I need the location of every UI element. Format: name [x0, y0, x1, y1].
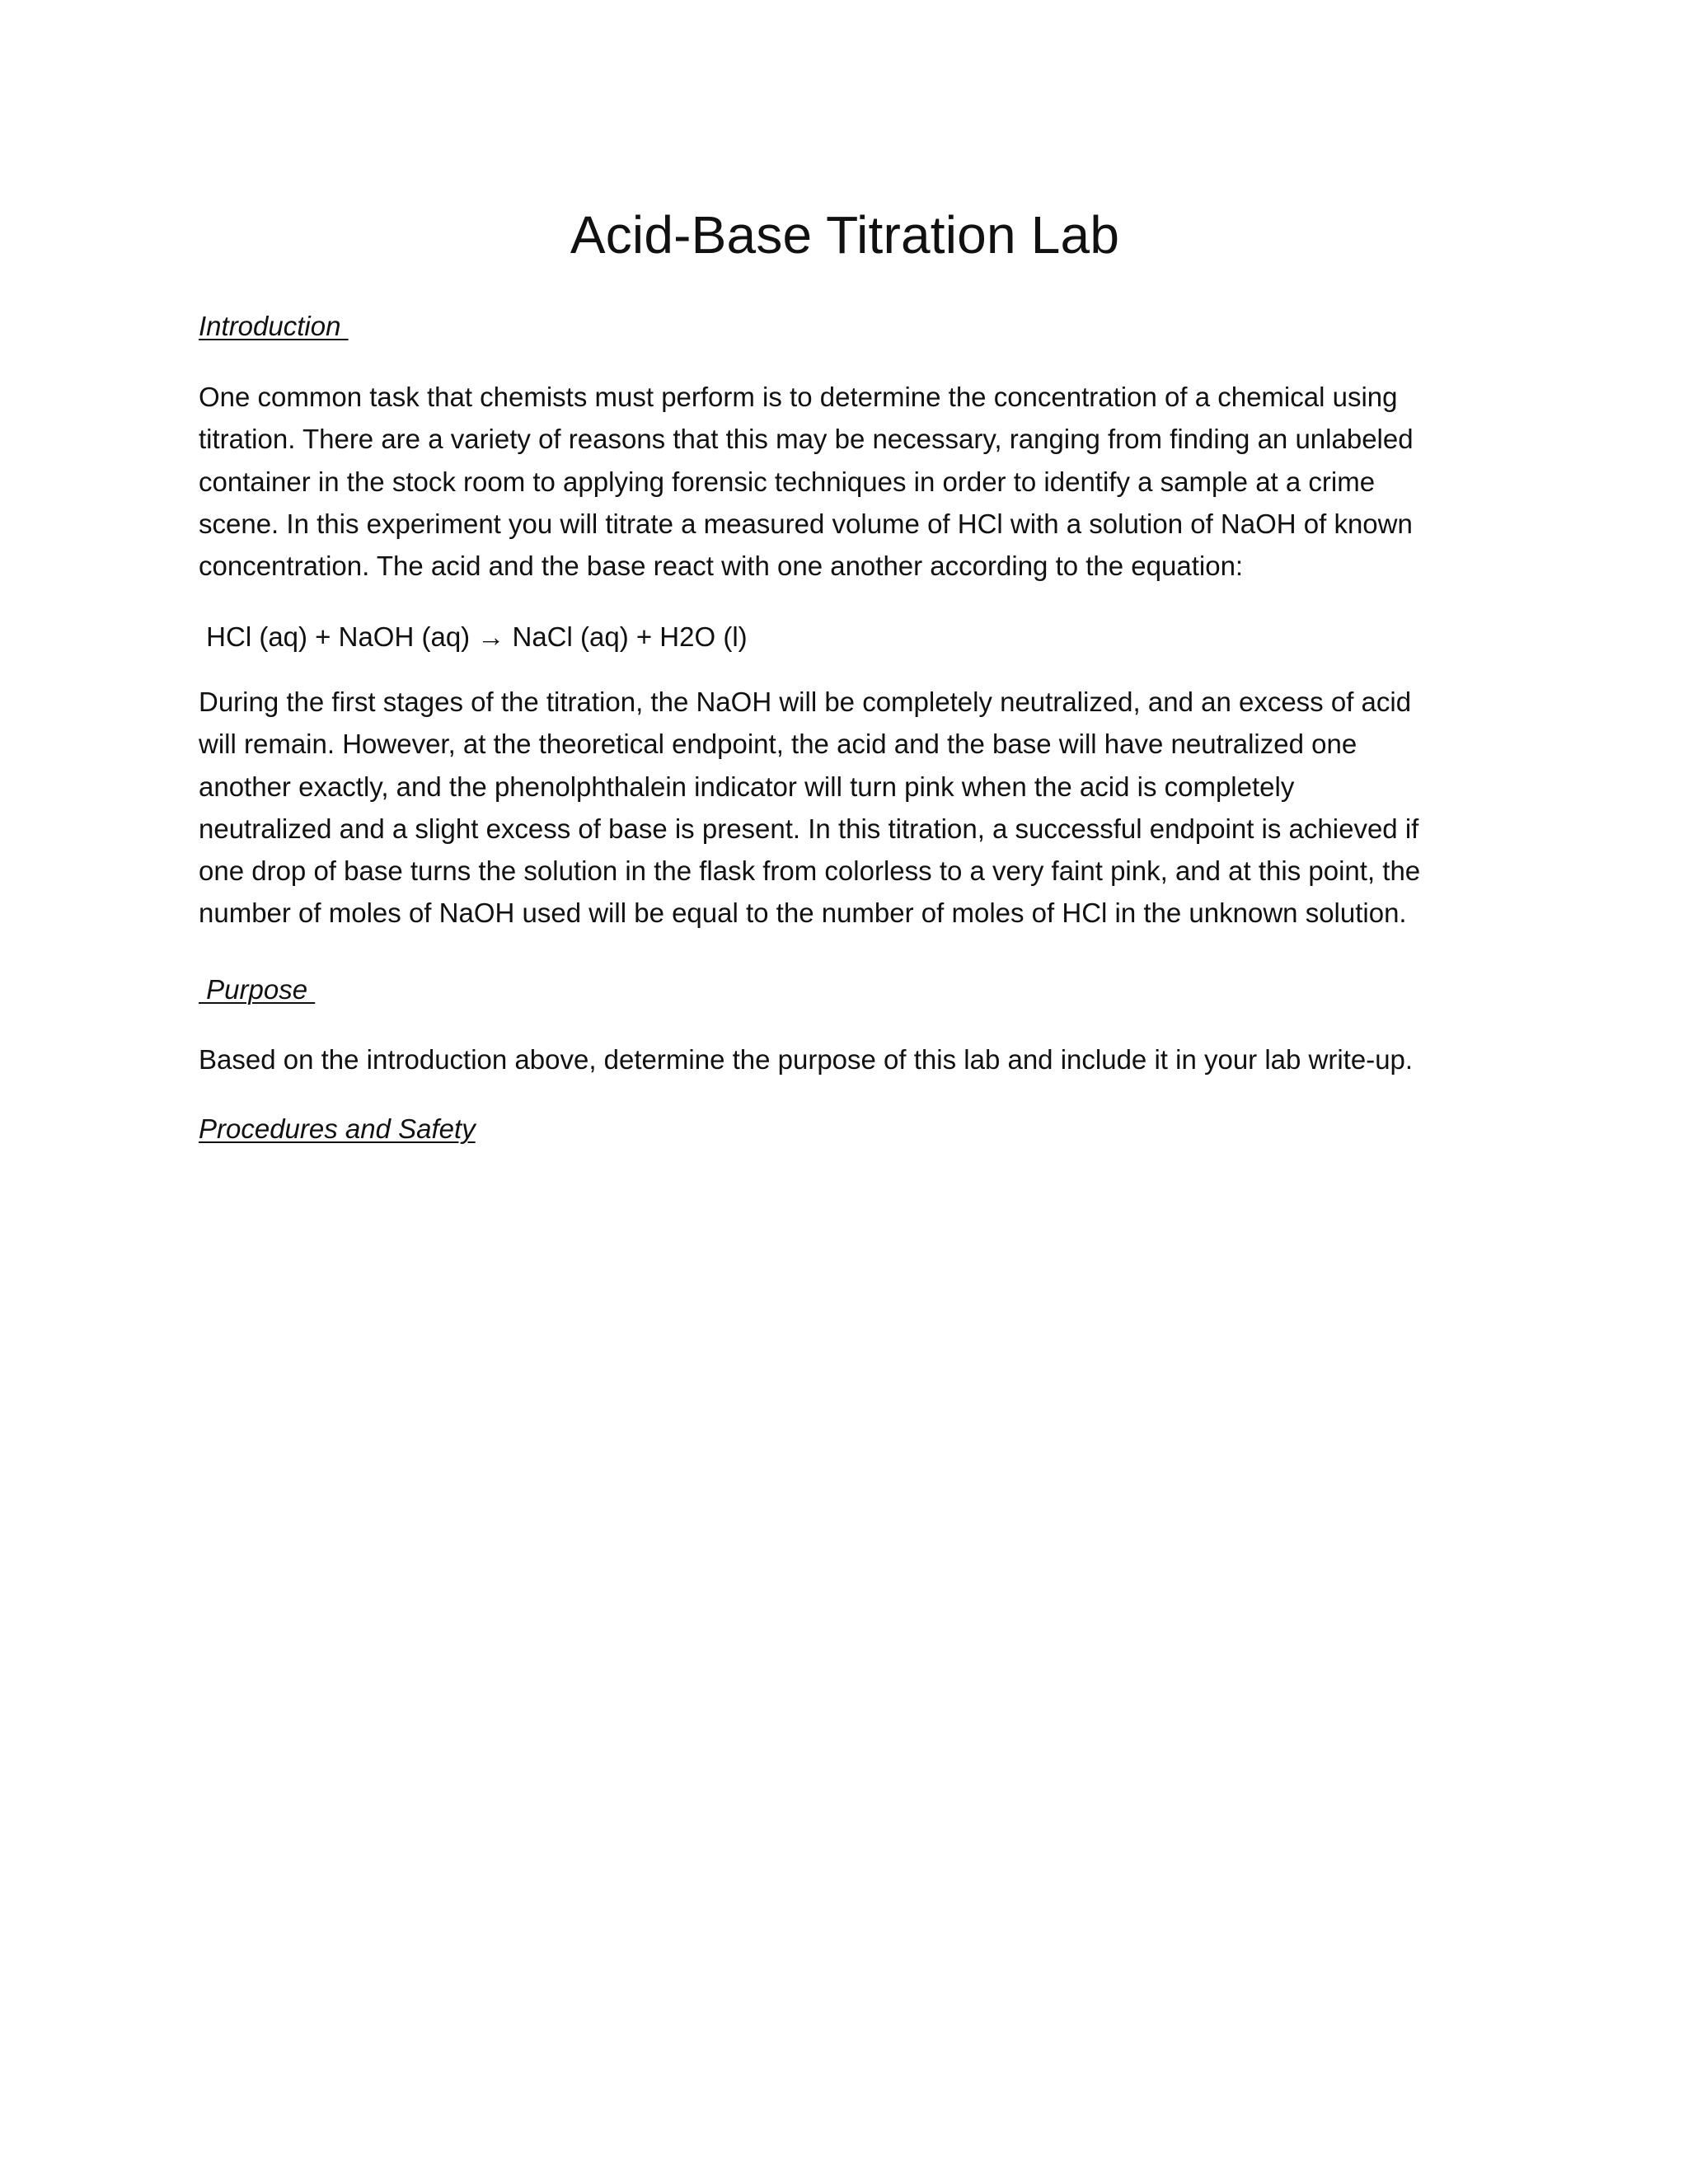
- paragraph-line: will remain. However, at the theoretical endpoint, the acid and the base will have neutralized one: [199, 729, 1357, 760]
- paragraph-line: concentration. The acid and the base react with one another according to the equation:: [199, 551, 1244, 582]
- reaction-equation: HCl (aq) + NaOH (aq) → NaCl (aq) + H2O (l): [199, 621, 748, 652]
- paragraph-line: another exactly, and the phenolphthalein indicator will turn pink when the acid is completely: [199, 771, 1295, 802]
- paragraph-line: number of moles of NaOH used will be equal to the number of moles of HCl in the unknown solution.: [199, 898, 1407, 929]
- purpose-text: Based on the introduction above, determine the purpose of this lab and include it in your lab write-up.: [199, 1044, 1414, 1075]
- endpoint-paragraph: [199, 681, 1491, 935]
- paragraph-line: scene. In this experiment you will titrate a measured volume of HCl with a solution of NaOH of known: [199, 508, 1413, 539]
- document-title: Acid-Base Titration Lab: [570, 205, 1120, 265]
- purpose-heading: Purpose: [199, 974, 316, 1005]
- introduction-paragraph: [199, 376, 1491, 587]
- paragraph-line: one drop of base turns the solution in the flask from colorless to a very faint pink, and at this point, the: [199, 855, 1421, 887]
- paragraph-line: One common task that chemists must perform is to determine the concentration of a chemical using: [199, 382, 1398, 412]
- procedures-heading: Procedures and Safety: [199, 1113, 476, 1144]
- paragraph-line: container in the stock room to applying forensic techniques in order to identify a sample at a crime: [199, 466, 1376, 497]
- paragraph-line: neutralized and a slight excess of base is present. In this titration, a successful endpoint is achieved if: [199, 813, 1419, 844]
- paragraph-line: titration. There are a variety of reasons that this may be necessary, ranging from finding an unlabeled: [199, 424, 1414, 455]
- paragraph-line: During the first stages of the titration, the NaOH will be completely neutralized, and an excess of acid: [199, 687, 1412, 717]
- introduction-heading: Introduction: [199, 311, 349, 341]
